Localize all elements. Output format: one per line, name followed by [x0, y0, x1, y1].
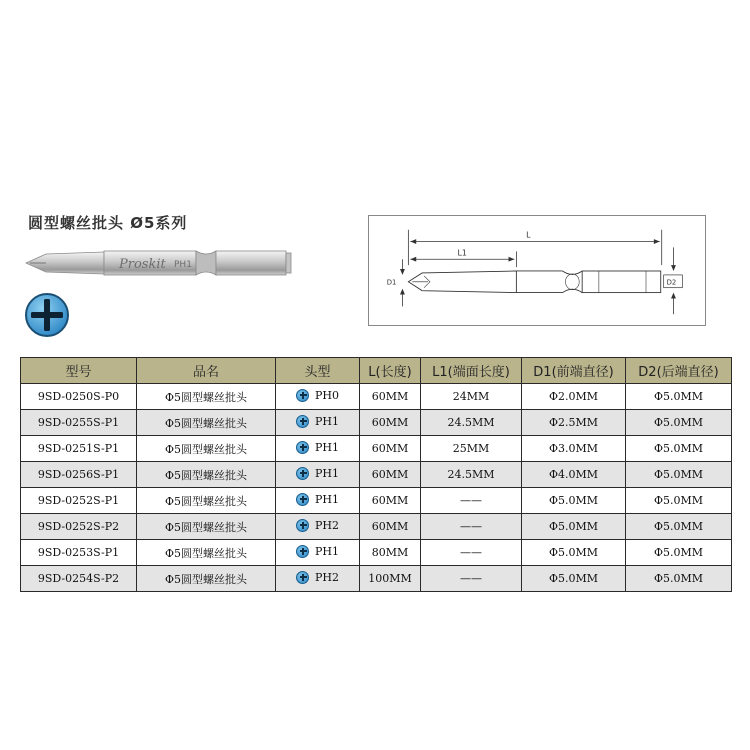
cell-head — [276, 462, 360, 488]
cell-front-diameter: Φ5.0MM — [522, 566, 626, 592]
head-type: PH2 — [315, 570, 339, 584]
head-type: PH1 — [315, 440, 339, 454]
cell-length: 60MM — [360, 436, 421, 462]
cell-name: Φ5圆型螺丝批头 — [137, 566, 276, 592]
cell-name: Φ5圆型螺丝批头 — [137, 384, 276, 410]
cell-length: 60MM — [360, 514, 421, 540]
cell-front-diameter: Φ4.0MM — [522, 462, 626, 488]
header-head: 头型 — [276, 358, 360, 384]
table-row — [21, 488, 732, 514]
cell-head — [276, 566, 360, 592]
table-row — [21, 410, 732, 436]
screwdriver-bit-image — [24, 240, 294, 286]
cell-name: Φ5圆型螺丝批头 — [137, 410, 276, 436]
cell-name: Φ5圆型螺丝批头 — [137, 462, 276, 488]
cell-rear-diameter: Φ5.0MM — [626, 462, 732, 488]
cell-tip-length: —— — [421, 488, 522, 514]
cell-front-diameter: Φ5.0MM — [522, 540, 626, 566]
header-name: 品名 — [137, 358, 276, 384]
label-L1: L1 — [457, 248, 467, 258]
phillips-icon — [296, 519, 309, 532]
cell-head — [276, 540, 360, 566]
phillips-icon — [296, 545, 309, 558]
spec-table — [20, 357, 732, 592]
cell-length: 60MM — [360, 488, 421, 514]
cell-rear-diameter: Φ5.0MM — [626, 410, 732, 436]
cell-length: 80MM — [360, 540, 421, 566]
phillips-cross-icon — [24, 292, 70, 338]
table-row — [21, 514, 732, 540]
cell-head — [276, 384, 360, 410]
cell-name: Φ5圆型螺丝批头 — [137, 436, 276, 462]
cell-head — [276, 410, 360, 436]
head-type: PH1 — [315, 544, 339, 558]
cell-head — [276, 488, 360, 514]
cell-model: 9SD-0252S-P2 — [21, 514, 137, 540]
header-rear-diameter: D2(后端直径) — [626, 358, 732, 384]
cell-name: Φ5圆型螺丝批头 — [137, 488, 276, 514]
table-row — [21, 540, 732, 566]
cell-tip-length: 24MM — [421, 384, 522, 410]
cell-tip-length: —— — [421, 566, 522, 592]
cell-model: 9SD-0256S-P1 — [21, 462, 137, 488]
bit-logo-text: Proskit — [119, 257, 166, 272]
cell-model: 9SD-0254S-P2 — [21, 566, 137, 592]
cell-length: 60MM — [360, 462, 421, 488]
cell-rear-diameter: Φ5.0MM — [626, 488, 732, 514]
phillips-icon — [296, 389, 309, 402]
cell-front-diameter: Φ2.0MM — [522, 384, 626, 410]
cell-rear-diameter: Φ5.0MM — [626, 566, 732, 592]
table-row — [21, 566, 732, 592]
cell-rear-diameter: Φ5.0MM — [626, 436, 732, 462]
cell-length: 60MM — [360, 384, 421, 410]
header-tip-length: L1(端面长度) — [421, 358, 522, 384]
cell-model: 9SD-0253S-P1 — [21, 540, 137, 566]
cell-name: Φ5圆型螺丝批头 — [137, 514, 276, 540]
table-row — [21, 384, 732, 410]
phillips-icon — [296, 441, 309, 454]
cell-length: 100MM — [360, 566, 421, 592]
cell-front-diameter: Φ5.0MM — [522, 514, 626, 540]
cell-tip-length: 24.5MM — [421, 410, 522, 436]
cell-model: 9SD-0251S-P1 — [21, 436, 137, 462]
cell-tip-length: 25MM — [421, 436, 522, 462]
phillips-icon — [296, 571, 309, 584]
phillips-icon — [296, 467, 309, 480]
cell-name: Φ5圆型螺丝批头 — [137, 540, 276, 566]
table-row — [21, 462, 732, 488]
label-D1: D1 — [386, 278, 397, 287]
phillips-icon — [296, 493, 309, 506]
bit-marking-text: PH1 — [174, 260, 192, 270]
head-type: PH1 — [315, 492, 339, 506]
header-front-diameter: D1(前端直径) — [522, 358, 626, 384]
dimension-diagram — [368, 215, 706, 326]
cell-front-diameter: Φ3.0MM — [522, 436, 626, 462]
table-row — [21, 436, 732, 462]
cell-length: 60MM — [360, 410, 421, 436]
cell-rear-diameter: Φ5.0MM — [626, 540, 732, 566]
cell-tip-length: 24.5MM — [421, 462, 522, 488]
head-type: PH0 — [315, 388, 339, 402]
cell-tip-length: —— — [421, 514, 522, 540]
cell-rear-diameter: Φ5.0MM — [626, 384, 732, 410]
cell-front-diameter: Φ5.0MM — [522, 488, 626, 514]
label-D2: D2 — [666, 278, 677, 287]
cell-head — [276, 514, 360, 540]
product-title: 圆型螺丝批头 Ø5系列 — [28, 214, 188, 232]
cell-front-diameter: Φ2.5MM — [522, 410, 626, 436]
cell-rear-diameter: Φ5.0MM — [626, 514, 732, 540]
table-header-row — [21, 358, 732, 384]
head-type: PH1 — [315, 414, 339, 428]
cell-tip-length: —— — [421, 540, 522, 566]
label-L: L — [526, 230, 531, 240]
cell-head — [276, 436, 360, 462]
cell-model: 9SD-0250S-P0 — [21, 384, 137, 410]
header-length: L(长度) — [360, 358, 421, 384]
head-type: PH2 — [315, 518, 339, 532]
header-model: 型号 — [21, 358, 137, 384]
phillips-icon — [296, 415, 309, 428]
head-type: PH1 — [315, 466, 339, 480]
cell-model: 9SD-0255S-P1 — [21, 410, 137, 436]
cell-model: 9SD-0252S-P1 — [21, 488, 137, 514]
